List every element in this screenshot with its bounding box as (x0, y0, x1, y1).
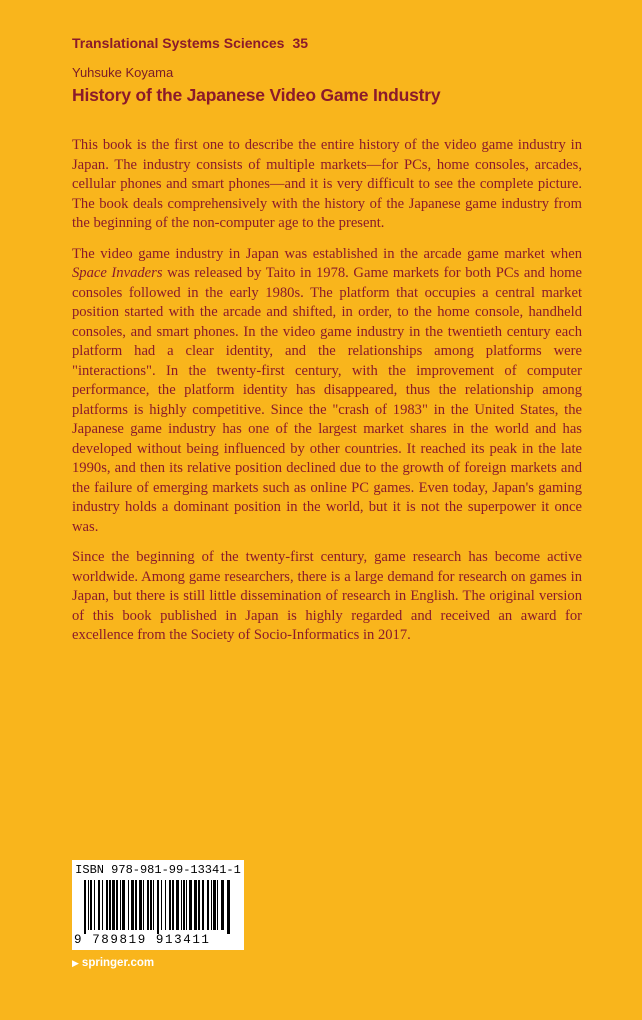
barcode-bar (106, 880, 108, 930)
barcode-bar (194, 880, 197, 930)
barcode-bar (157, 880, 159, 934)
barcode-bar (217, 880, 218, 930)
barcode-bar (131, 880, 134, 930)
paragraph-2 (72, 245, 582, 538)
series-number: 35 (292, 35, 309, 51)
barcode-bar (122, 880, 125, 930)
barcode-bar (176, 880, 179, 930)
barcode-bar (150, 880, 152, 930)
barcode-bar (172, 880, 174, 930)
isbn-text: ISBN 978-981-99-13341-1 (75, 863, 241, 877)
barcode-bar (169, 880, 171, 930)
paragraph-2-start: The video game industry in Japan was established in the arcade game market when (72, 245, 582, 262)
book-title: History of the Japanese Video Game Industry (72, 85, 441, 105)
barcode-bar (147, 880, 149, 930)
paragraph-3: Since the beginning of the twenty-first century, game research has become active worldwide. Among game researchers, there is a large demand for research on games in Japan, but there is still little dissemination of research in English. The original version of this book published in Japan is highly regarded and received an award for excellence from the Society of Socio-Informatics in 2017. (72, 549, 582, 643)
barcode-bar (189, 880, 192, 930)
paragraph-2-rest: was released by Taito in 1978. Game markets for both PCs and home consoles followed in the early 1980s. The platform that occupies a central market position started with the arcade and shifted, in order, to the home console, handheld consoles, and smart phones. In the video game industry in the twentieth century each platform had a clear identity, and the relationships among platforms were "interactions". In the twenty-first century, with the improvement of computer performance, the platform identity has disappeared, thus the relationship among platforms is highly competitive. Since the "crash of 1983" in the United States, the Japanese game industry has one of the largest market shares in the world and has developed without being influenced by other countries. It reached its peak in the late 1990s, and then its relative position declined due to the growth of foreign markets and the failure of emerging markets such as online PC games. Even today, Japan's gaming industry holds a dominant position in the world, but it is not the superpower it once was. (72, 265, 582, 535)
barcode-bar (120, 880, 121, 930)
series-name: Translational Systems Sciences (72, 35, 285, 51)
barcode-bar (221, 880, 224, 930)
barcode-bar (198, 880, 200, 930)
barcode-bar (135, 880, 137, 930)
barcode-bar (116, 880, 118, 930)
barcode-bar (211, 880, 212, 930)
barcode-icon (72, 880, 244, 934)
barcode-box (72, 860, 244, 950)
publisher-link[interactable] (72, 957, 154, 969)
barcode-bar (186, 880, 187, 930)
barcode-bar (84, 880, 86, 934)
barcode-bar (213, 880, 216, 930)
barcode-bar (90, 880, 92, 930)
barcode-bar (139, 880, 142, 930)
arrow-icon: ▶ (72, 958, 79, 968)
barcode-bar (109, 880, 111, 930)
barcode-bar (88, 880, 89, 930)
barcode-bar (128, 880, 129, 930)
barcode-bar (98, 880, 100, 930)
series-line (72, 35, 308, 51)
game-title-italic: Space Invaders (72, 265, 163, 281)
barcode-bar (183, 880, 185, 930)
barcode-bar (227, 880, 230, 934)
barcode-digits: 9 789819 913411 (74, 933, 211, 947)
barcode-bar (165, 880, 166, 930)
barcode-bar (202, 880, 204, 930)
barcode-bar (181, 880, 182, 930)
barcode-bar (143, 880, 144, 930)
barcode-bar (207, 880, 209, 930)
barcode-bar (112, 880, 115, 930)
paragraph-1: This book is the first one to describe the entire history of the video game industry in Japan. The industry consists of multiple markets—for PCs, home consoles, arcades, cellular phones and smart phones—and it is very difficult to see the complete picture. The book deals comprehensively with the history of the Japanese game industry from the beginning of the non-computer age to the present. (72, 137, 582, 231)
barcode-bar (161, 880, 162, 930)
publisher-url: springer.com (81, 957, 155, 969)
barcode-bar (94, 880, 95, 930)
barcode-bar (153, 880, 154, 930)
author-name: Yuhsuke Koyama (72, 65, 174, 80)
barcode-bar (102, 880, 103, 930)
blurb-text (72, 136, 582, 657)
